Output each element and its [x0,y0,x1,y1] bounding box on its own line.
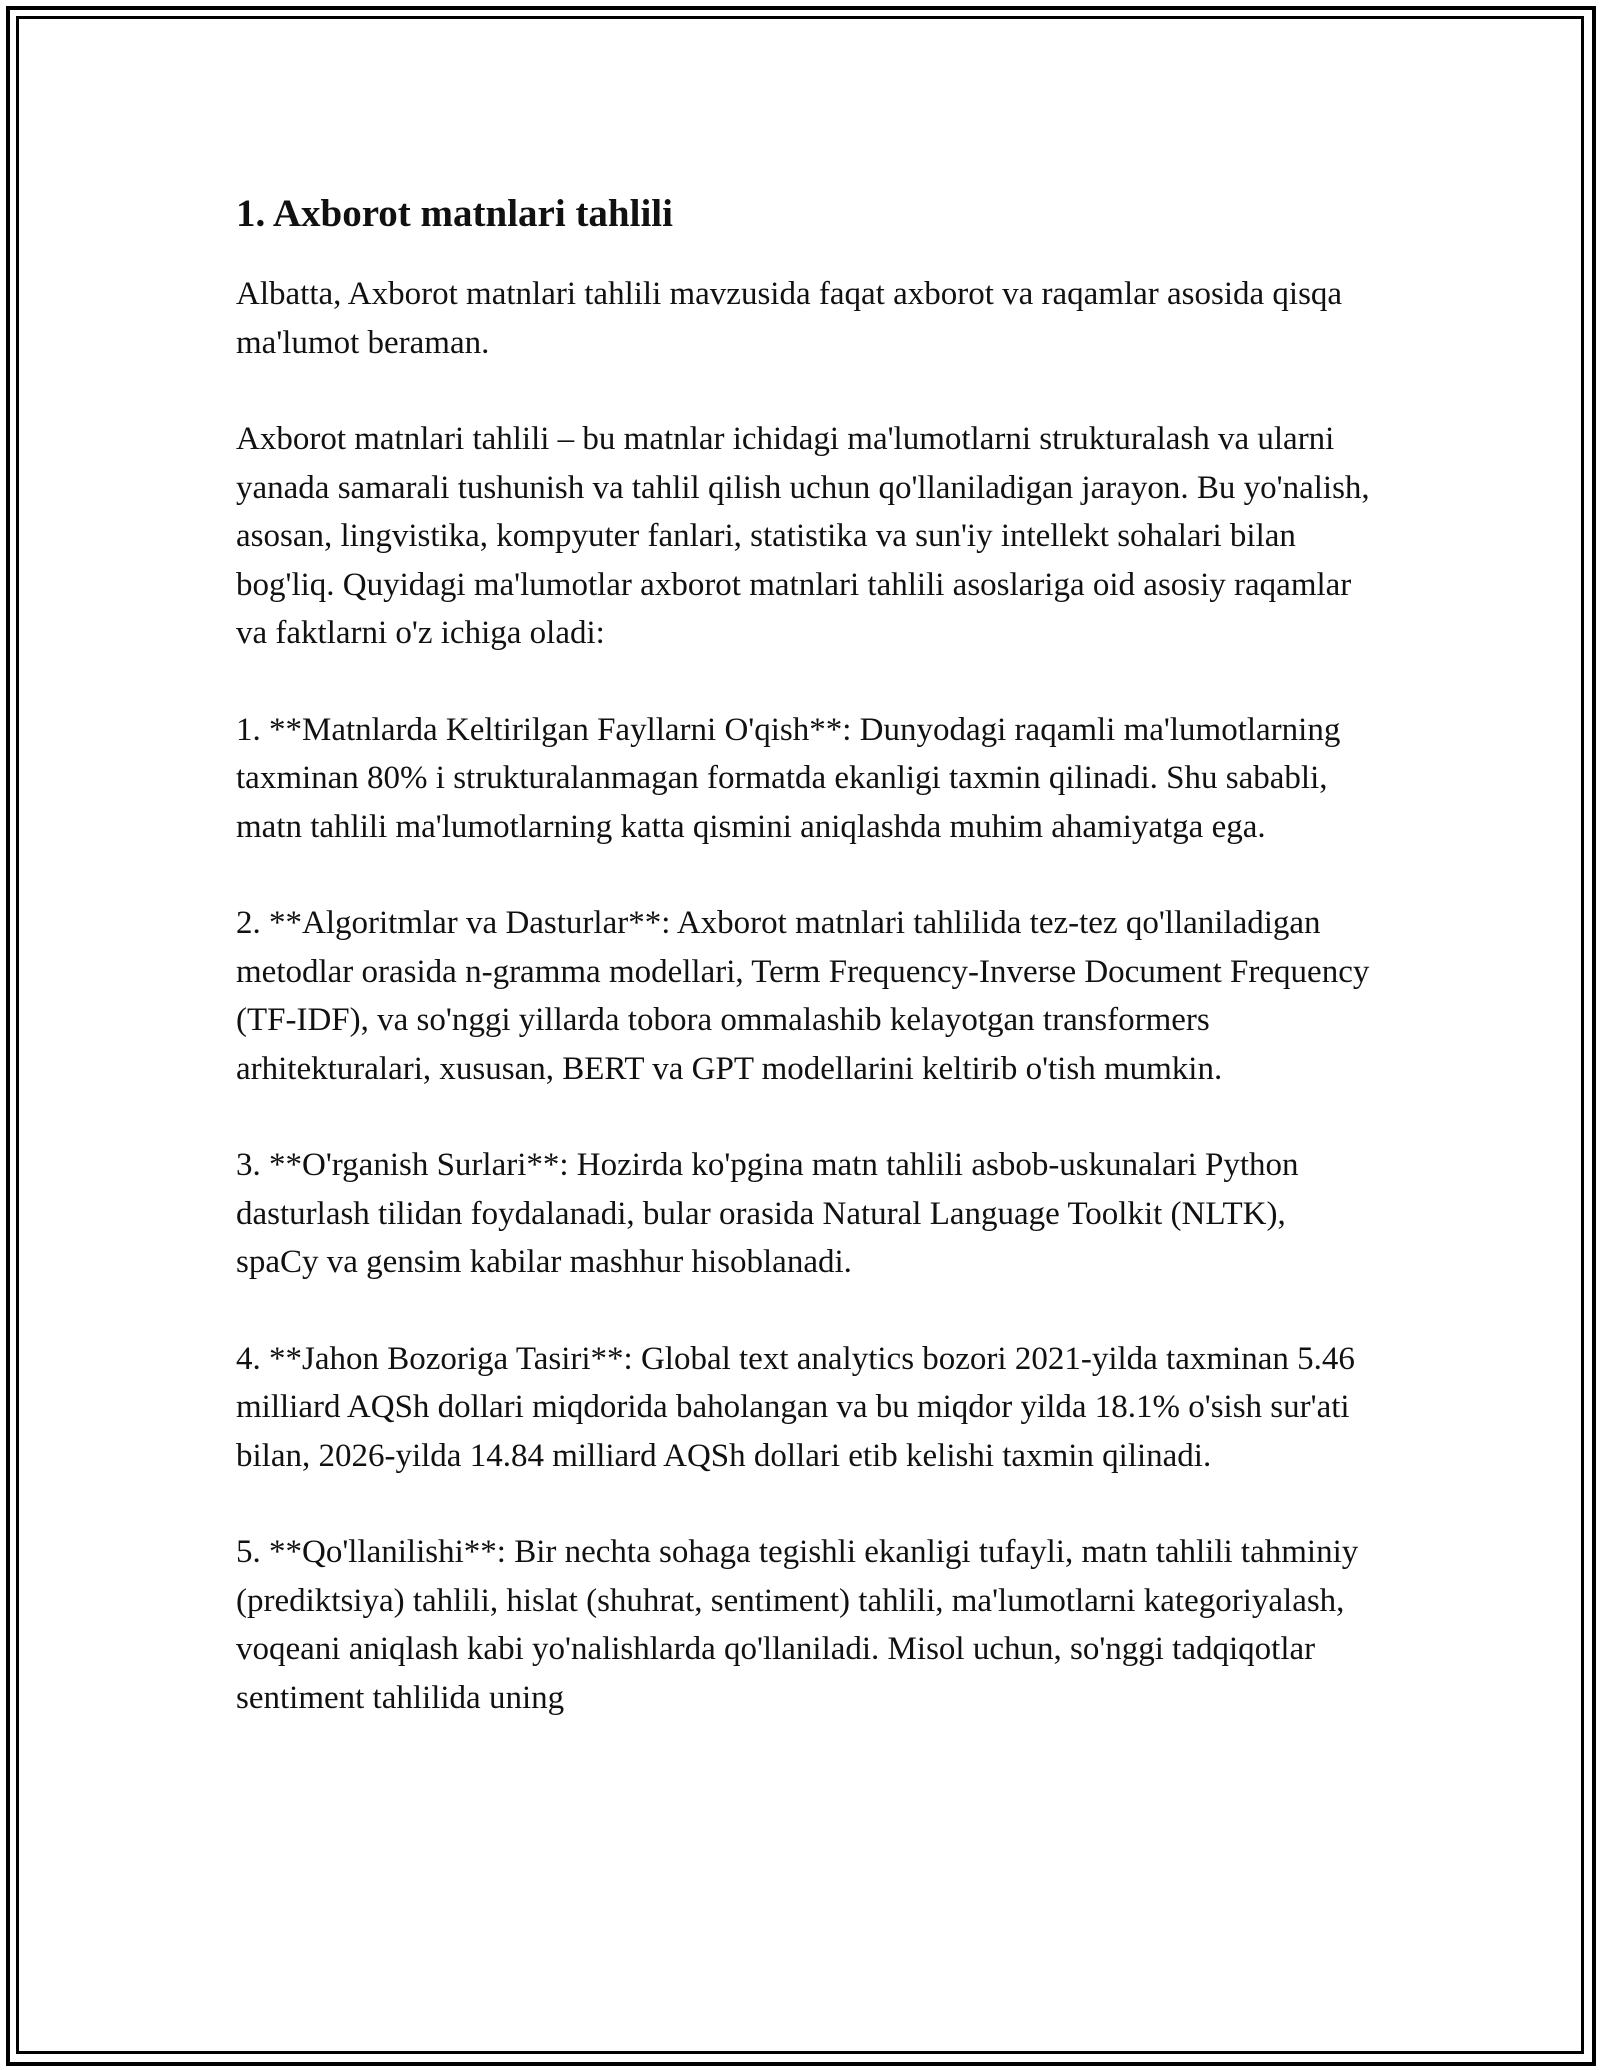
list-item-1: 1. **Matnlarda Keltirilgan Fayllarni O'qish**: Dunyodagi raqamli ma'lumotlarning taxminan 80% i strukturalanmagan formatda ekanligi taxmin qilinadi. Shu sababli, matn tahlili ma'lumotlarning katta qismini aniqlashda muhim ahamiyatga ega. [236,711,1341,845]
list-item-4: 4. **Jahon Bozoriga Tasiri**: Global text analytics bozori 2021-yilda taxminan 5.46 milliard AQSh dollari miqdorida baholangan va bu miqdor yilda 18.1% o'sish sur'ati bilan, 2026-yilda 14.84 milliard AQSh dollari etib kelishi taxmin qilinadi. [236,1340,1355,1474]
intro-paragraph: Albatta, Axborot matnlari tahlili mavzusida faqat axborot va raqamlar asosida qisqa ma'lumot beraman. [236,276,1343,361]
overview-paragraph: Axborot matnlari tahlili – bu matnlar ichidagi ma'lumotlarni strukturalash va ularni yanada samarali tushunish va tahlil qilish uchun qo'llaniladigan jarayon. Bu yo'nalish, asosan, lingvistika, kompyuter fanlari, statistika va sun'iy intellekt sohalari bilan bog'liq. Quyidagi ma'lumotlar axborot matnlari tahlili asoslariga oid asosiy raqamlar va faktlarni o'z ichiga oladi: [236,421,1370,651]
list-item-3: 3. **O'rganish Surlari**: Hozirda ko'pgina matn tahlili asbob-uskunalari Python dasturlash tilidan foydalanadi, bular orasida Natural Language Toolkit (NLTK), spaCy va gensim kabilar mashhur hisoblanadi. [236,1147,1299,1280]
document-body [236,188,1376,1770]
list-item-2: 2. **Algoritmlar va Dasturlar**: Axborot matnlari tahlilida tez-tez qo'llaniladigan metodlar orasida n-gramma modellari, Term Frequency-Inverse Document Frequency (TF-IDF), va so'nggi yillarda tobora ommalashib kelayotgan transformers arhitekturalari, xususan, BERT va GPT modellarini keltirib o'tish mumkin. [236,905,1370,1087]
document-title: 1. Axborot matnlari tahlili [236,192,673,235]
list-item-5: 5. **Qo'llanilishi**: Bir nechta sohaga tegishli ekanligi tufayli, matn tahlili tahminiy (prediktsiya) tahlili, hislat (shuhrat, sentiment) tahlili, ma'lumotlarni kategoriyalash, voqeani aniqlash kabi yo'nalishlarda qo'llaniladi. Misol uchun, so'nggi tadqiqotlar sentiment tahlilida uning [236,1534,1359,1716]
